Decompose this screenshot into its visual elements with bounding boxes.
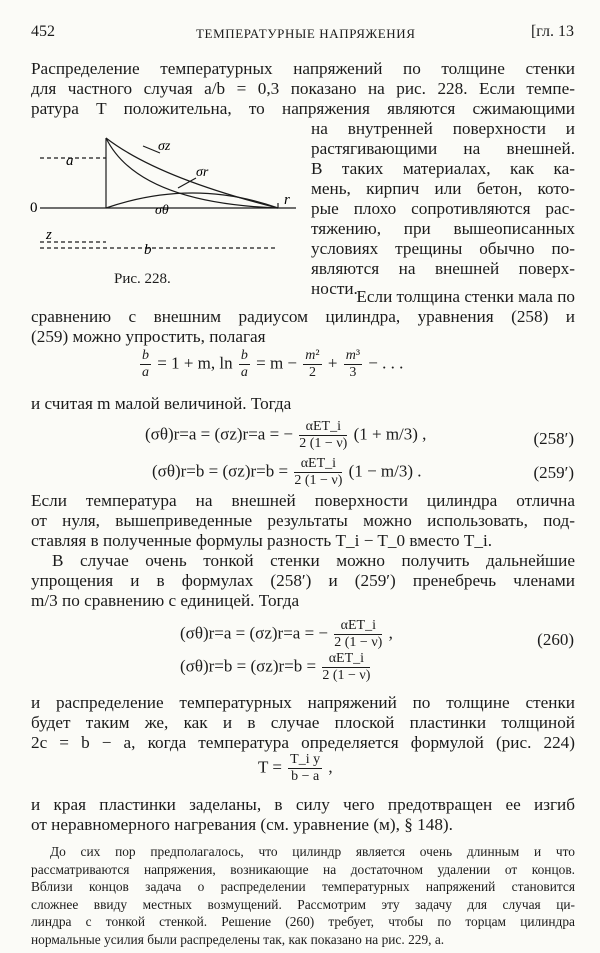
side-text-line: мень, кирпич или бетон, кото-: [311, 179, 575, 198]
label-259: (259′): [533, 463, 574, 482]
para6-line1: и распределение температурных напряжений по толщине стенки: [31, 693, 575, 712]
figure-caption: Рис. 228.: [114, 271, 171, 287]
para6-line3: 2c = b − a, когда температура определяется формулой (рис. 224): [31, 733, 575, 752]
para4-line3: ставляя в полученные формулы разность T_i − T_0 вместо T_i.: [31, 531, 493, 550]
para4-line1: Если температура на внешней поверхности цилиндра отлична: [31, 491, 575, 510]
equation-260-a: (σθ)r=a = (σz)r=a = − $\frac{\text{αET\_i}}{2 (1 - \nu)}$ ,: [180, 618, 393, 650]
para2-line2: сравнению с внешним радиусом цилиндра, уравнения (258) и: [31, 307, 575, 326]
para6-line2: будет таким же, как и в случае плоской пластинки толщиной: [31, 713, 575, 732]
side-text-line: являются на внешней поверх-: [311, 259, 575, 278]
para4-line2: от нуля, вышеприведенные результаты можно использовать, под-: [31, 511, 575, 530]
para2-line3: (259) можно упростить, полагая: [31, 327, 266, 346]
label-260: (260): [537, 630, 574, 649]
page-number: 452: [31, 23, 55, 40]
figure-228: [28, 128, 300, 278]
footnote-line: линдра с тонкой стенкой. Решение (260) требует, чтобы по торцам цилиндра: [31, 914, 575, 929]
para7-line2: от неравномерного нагревания (см. уравнение (м), § 148).: [31, 815, 453, 834]
side-text-line: ности.: [311, 279, 358, 298]
para1-line2: для частного случая a/b = 0,3 показано на рис. 228. Если темпе-: [31, 79, 575, 98]
side-text-line: В таких материалах, как ка-: [311, 159, 575, 178]
footnote-line: Вблизи концов задача о распределении температурных напряжений становится: [31, 879, 575, 894]
para5-line3: m/3 по сравнению с единицей. Тогда: [31, 591, 300, 610]
label-b: b: [144, 242, 152, 258]
label-zero: 0: [30, 200, 38, 216]
label-258: (258′): [533, 429, 574, 448]
side-text-line: растягивающими на внешней.: [311, 139, 575, 158]
label-sigma-z: σz: [158, 139, 171, 154]
side-text-line: тяжению, при вышеописанных: [311, 219, 575, 238]
chapter-ref: [гл. 13: [530, 23, 574, 40]
footnote-line: До сих пор предполагалось, что цилиндр является очень длинным и что: [50, 844, 575, 859]
footnote-line: сложнее ввиду местных возмущений. Рассмотрим эту задачу для случая ци-: [31, 896, 575, 912]
side-text-line: рые плохо сопротивляются рас-: [311, 199, 575, 218]
equation-259: (σθ)r=b = (σz)r=b = $\frac{\text{αET\_i}}{2 (1 - \nu)}$ (1 − m/3) .: [152, 456, 422, 488]
label-a: a: [66, 153, 74, 169]
label-r: r: [284, 192, 290, 208]
para2-line1: Если толщина стенки мала по: [356, 287, 575, 306]
equation-258: (σθ)r=a = (σz)r=a = − $\frac{\text{αET\_i}}{2 (1 - \nu)}$ (1 + m/3) ,: [145, 419, 427, 451]
para1-line1: Распределение температурных напряжений по толщине стенки: [31, 59, 575, 78]
footnote-line: нормальные усилия были распределены так, как показано на рис. 229, a.: [31, 931, 445, 947]
para5-line1: В случае очень тонкой стенки можно получить дальнейшие: [52, 551, 575, 570]
para3: и считая m малой величиной. Тогда: [31, 394, 292, 413]
label-z: z: [46, 227, 52, 243]
equation-temperature: T = $\frac{\text{T\_i y}}{b - a}$ ,: [258, 752, 333, 784]
side-text-line: на внутренней поверхности и: [311, 119, 575, 138]
equation-expansion: $\frac{b}{a}$ = 1 + m, ln $\frac{b}{a}$ = m − $\frac{\text{m²}}{2}$ + $\frac{\text{m³}}{3}$ − . . .: [142, 348, 404, 380]
para1-line3: ратура T положительна, то напряжения являются сжимающими: [31, 99, 575, 118]
label-sigma-theta: σθ: [155, 203, 169, 218]
side-text-line: условиях трещины обычно по-: [311, 239, 575, 258]
label-sigma-r: σr: [196, 165, 209, 180]
footnote-line: рассматриваются напряжения, возникающие на достаточном удалении от концов.: [31, 861, 575, 877]
para5-line2: упрощения и в формулах (258′) и (259′) пренебречь членами: [31, 571, 575, 590]
equation-260-b: (σθ)r=b = (σz)r=b = $\frac{\text{αET\_i}}{2 (1 - \nu)}$: [180, 651, 371, 683]
para7-line1: и края пластинки заделаны, в силу чего предотвращен ее изгиб: [31, 795, 575, 814]
running-title: ТЕМПЕРАТУРНЫЕ НАПРЯЖЕНИЯ: [196, 26, 416, 41]
